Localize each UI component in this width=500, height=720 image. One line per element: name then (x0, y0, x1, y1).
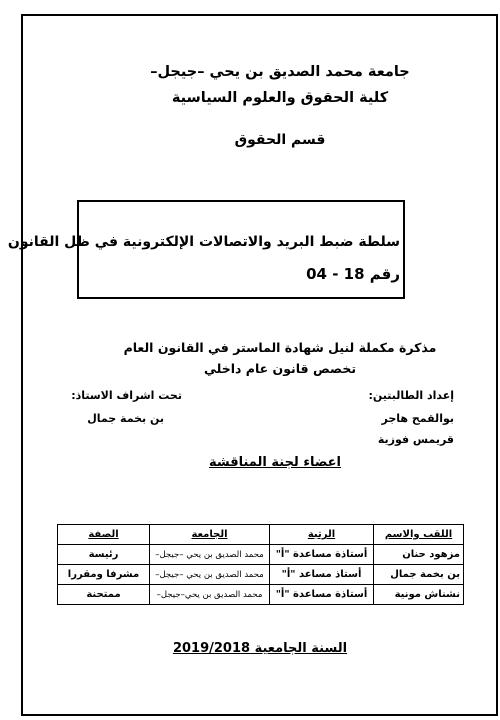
committee-heading: اعضاء لجنة المناقشة (208, 455, 342, 470)
member-university: محمد الصديق بن يحي –جيجل– (150, 545, 270, 565)
faculty-name: كلية الحقوق والعلوم السياسية (171, 90, 389, 106)
university-name: جامعة محمد الصديق بن يحي –جيجل– (150, 64, 410, 80)
member-name: بن بخمة جمال (374, 565, 464, 585)
supervisor-name: بن بخمة جمال (87, 412, 164, 425)
memo-description: مذكرة مكملة لنيل شهادة الماستر في القانون العام (123, 340, 437, 355)
students-label: إعداد الطالبتين: (368, 389, 454, 402)
member-university: محمد الصديق بن يحي –جيجل– (150, 565, 270, 585)
member-name: نشناش مونية (374, 585, 464, 605)
member-name: مزهود حنان (374, 545, 464, 565)
thesis-title-line2: رقم 18 - 04 (306, 265, 400, 283)
department-name: قسم الحقوق (234, 132, 326, 148)
member-role: رئيسة (58, 545, 150, 565)
member-rank: أستاذ مساعد "أ" (270, 565, 374, 585)
supervisor-label: تحت اشراف الاستاذ: (71, 389, 182, 402)
member-university: محمد الصديق بن يحي–جيجل– (150, 585, 270, 605)
member-role: مشرفا ومقررا (58, 565, 150, 585)
committee-table (57, 524, 464, 605)
table-row (58, 565, 464, 585)
academic-year: السنة الجامعية 2019/2018 (172, 641, 348, 656)
member-role: ممتحنة (58, 585, 150, 605)
member-rank: أستاذة مساعدة "أ" (270, 545, 374, 565)
memo-specialty: تخصص قانون عام داخلي (203, 361, 357, 376)
table-row (58, 585, 464, 605)
column-header: اللقب والاسم (374, 525, 464, 545)
student-name-1: بوالقمح هاجر (381, 412, 454, 425)
member-rank: أستاذة مساعدة "أ" (270, 585, 374, 605)
table-header-row (58, 525, 464, 545)
column-header: الصفة (58, 525, 150, 545)
thesis-title-line1: سلطة ضبط البريد والاتصالات الإلكترونية في ظل القانون (7, 234, 400, 250)
table-row (58, 545, 464, 565)
student-name-2: قريمس فوزية (377, 433, 454, 446)
column-header: الجامعة (150, 525, 270, 545)
column-header: الرتبة (270, 525, 374, 545)
